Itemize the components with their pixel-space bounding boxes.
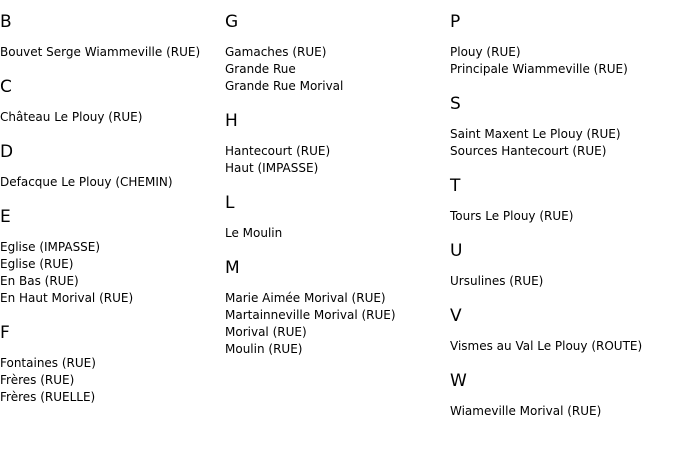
street-list: [450, 126, 675, 160]
street-item: Fontaines (RUE): [0, 356, 96, 370]
street-item: Saint Maxent Le Plouy (RUE): [450, 127, 621, 141]
letter-heading: M: [225, 258, 240, 278]
street-item: Moulin (RUE): [225, 342, 303, 356]
letter-heading: F: [0, 323, 10, 343]
street-index-column-2: [225, 0, 450, 358]
street-item: Frères (RUE): [0, 373, 75, 387]
street-list: [225, 290, 450, 358]
letter-group-t: [450, 176, 675, 225]
letter-heading: C: [0, 77, 12, 97]
street-item: Frères (RUELLE): [0, 390, 96, 404]
letter-heading: S: [450, 94, 461, 114]
street-item: Sources Hantecourt (RUE): [450, 144, 607, 158]
letter-heading: E: [0, 207, 11, 227]
letter-heading: B: [0, 12, 12, 32]
street-item: Morival (RUE): [225, 325, 307, 339]
letter-heading: T: [450, 176, 461, 196]
letter-heading: H: [225, 111, 238, 131]
street-list: [0, 109, 225, 126]
street-list: [0, 174, 225, 191]
street-item: Grande Rue: [225, 62, 296, 76]
letter-heading: L: [225, 193, 235, 213]
street-item: Principale Wiammeville (RUE): [450, 62, 628, 76]
letter-group-c: [0, 77, 225, 126]
street-list: [0, 239, 225, 307]
letter-group-v: [450, 306, 675, 355]
letter-group-d: [0, 142, 225, 191]
letter-group-h: [225, 111, 450, 177]
street-item: Grande Rue Morival: [225, 79, 344, 93]
street-list: [450, 273, 675, 290]
street-list: [225, 225, 450, 242]
street-list: [0, 355, 225, 406]
street-item: Defacque Le Plouy (CHEMIN): [0, 175, 173, 189]
street-item: Ursulines (RUE): [450, 274, 544, 288]
street-item: Gamaches (RUE): [225, 45, 327, 59]
street-list: [450, 403, 675, 420]
letter-group-e: [0, 207, 225, 307]
street-index-column-1: [0, 0, 225, 406]
letter-heading: G: [225, 12, 239, 32]
street-item: Marie Aimée Morival (RUE): [225, 291, 386, 305]
street-item: Tours Le Plouy (RUE): [450, 209, 574, 223]
street-item: Plouy (RUE): [450, 45, 521, 59]
street-item: Martainneville Morival (RUE): [225, 308, 396, 322]
street-list: [225, 44, 450, 95]
street-index-column-3: [450, 0, 675, 420]
street-item: Eglise (RUE): [0, 257, 74, 271]
street-list: [450, 338, 675, 355]
street-item: En Bas (RUE): [0, 274, 79, 288]
street-item: Wiameville Morival (RUE): [450, 404, 602, 418]
street-item: Château Le Plouy (RUE): [0, 110, 143, 124]
street-item: Haut (IMPASSE): [225, 161, 319, 175]
letter-heading: V: [450, 306, 462, 326]
street-list: [450, 208, 675, 225]
street-item: En Haut Morival (RUE): [0, 291, 134, 305]
letter-group-b: [0, 12, 225, 61]
letter-group-g: [225, 12, 450, 95]
letter-heading: U: [450, 241, 463, 261]
street-item: Vismes au Val Le Plouy (ROUTE): [450, 339, 643, 353]
street-item: Eglise (IMPASSE): [0, 240, 101, 254]
letter-group-m: [225, 258, 450, 358]
street-list: [225, 143, 450, 177]
street-item: Le Moulin: [225, 226, 283, 240]
letter-heading: D: [0, 142, 14, 162]
letter-group-u: [450, 241, 675, 290]
street-item: Bouvet Serge Wiammeville (RUE): [0, 45, 201, 59]
letter-group-w: [450, 371, 675, 420]
street-list: [0, 44, 225, 61]
letter-group-p: [450, 12, 675, 78]
letter-heading: P: [450, 12, 461, 32]
letter-group-s: [450, 94, 675, 160]
letter-group-f: [0, 323, 225, 406]
street-item: Hantecourt (RUE): [225, 144, 331, 158]
letter-heading: W: [450, 371, 467, 391]
street-list: [450, 44, 675, 78]
letter-group-l: [225, 193, 450, 242]
